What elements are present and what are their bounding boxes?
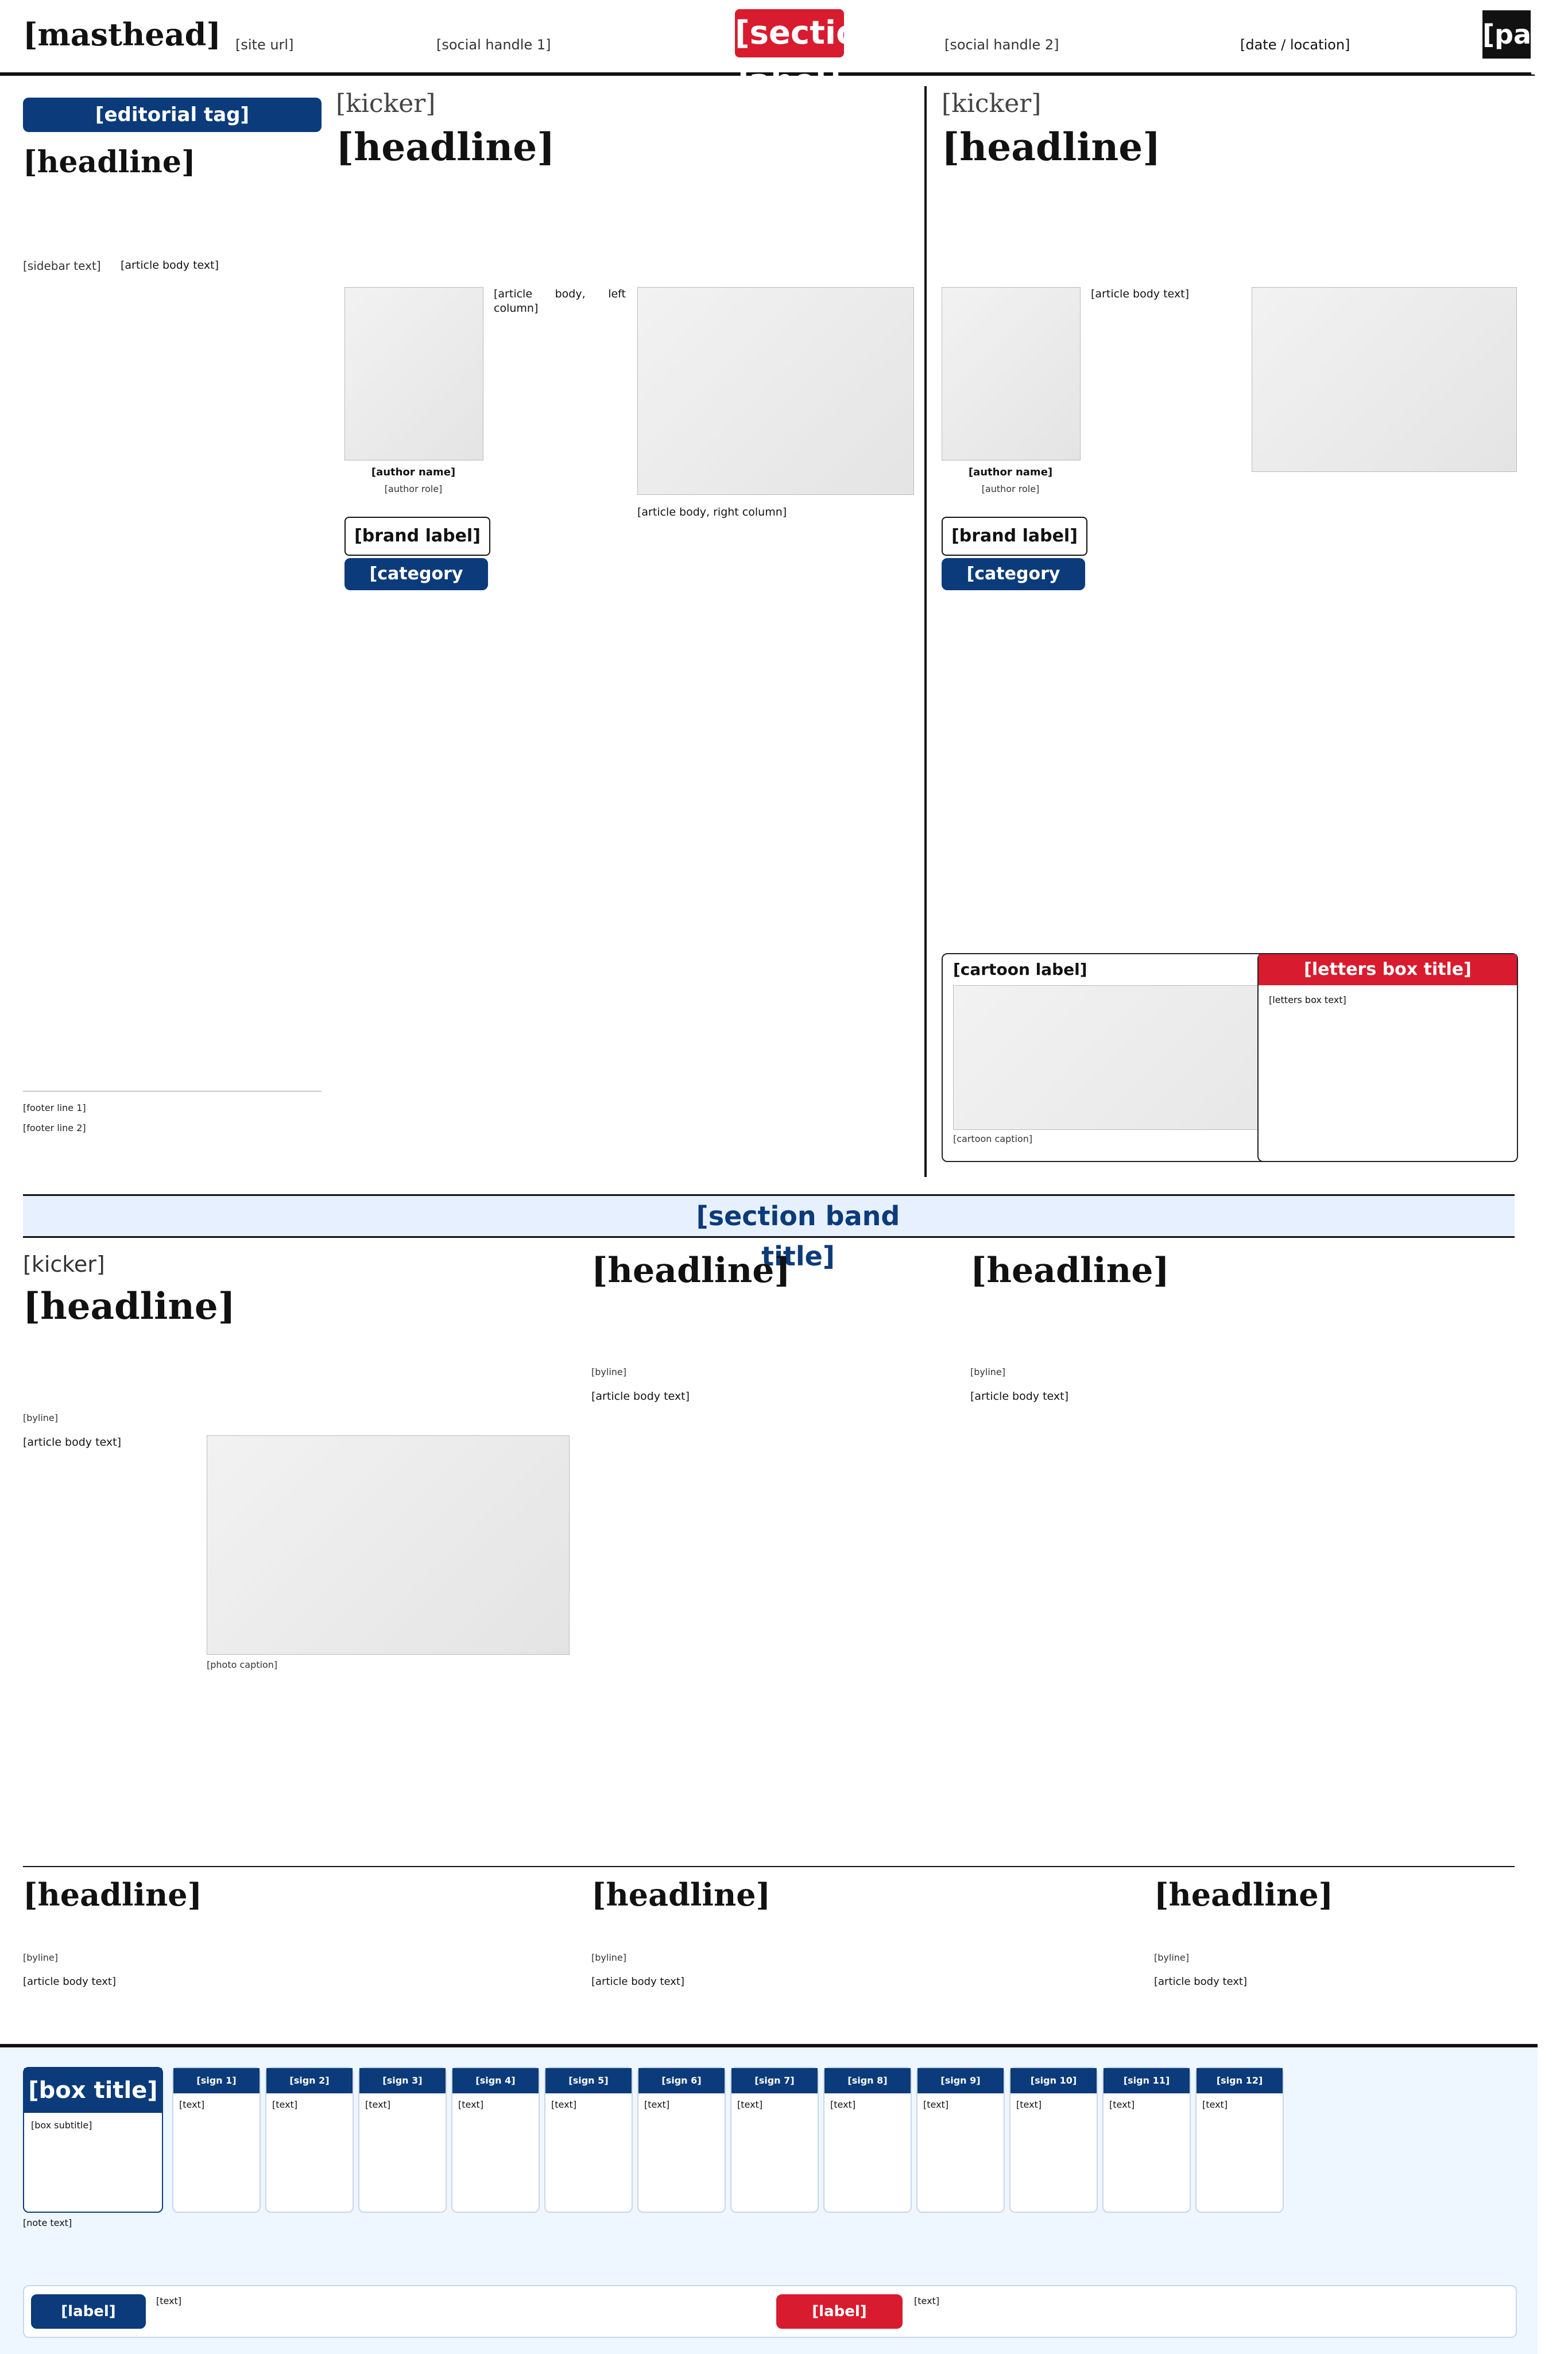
zodiac-text-5: [text] (551, 2099, 577, 2110)
business-text: [text] (914, 2295, 940, 2306)
story4-body: [article body text] (23, 1976, 116, 1988)
zodiac-card-6 (637, 2067, 726, 2213)
zodiac-name-4: [sign 4] (452, 2068, 539, 2093)
right-brand-label: [brand label] (951, 526, 1078, 546)
story4-byline: [byline] (23, 1952, 58, 1963)
right-image (1252, 287, 1517, 472)
masthead-logo: [masthead] (23, 16, 221, 53)
letters-title: [letters box title] (1259, 954, 1517, 985)
today-title: [box title] (24, 2068, 162, 2113)
zodiac-name-12: [sign 12] (1197, 2068, 1283, 2093)
top-bar (0, 0, 1568, 100)
story1-byline: [byline] (23, 1412, 58, 1423)
left-footer-2: [footer line 2] (23, 1122, 86, 1133)
category-label: [category label] (369, 564, 463, 616)
right-body: [article body text] (1091, 288, 1189, 300)
story1-body: [article body text] (23, 1436, 121, 1449)
zodiac-text-7: [text] (737, 2099, 763, 2110)
story1-photo (207, 1435, 570, 1655)
birthday-label: [label] (31, 2294, 146, 2329)
section-label: [section label] (735, 9, 844, 57)
story3-byline: [byline] (970, 1366, 1005, 1377)
cartoon-label: [cartoon label] (953, 960, 1087, 979)
center-body-right: [article body, right column] (637, 506, 787, 518)
story5-body: [article body text] (591, 1976, 684, 1988)
zodiac-card-12 (1195, 2067, 1284, 2213)
zodiac-name-7: [sign 7] (731, 2068, 818, 2093)
editorial-tag: [editorial tag] (95, 103, 250, 126)
zodiac-text-8: [text] (830, 2099, 856, 2110)
zodiac-name-9: [sign 9] (917, 2068, 1004, 2093)
right-author-photo (942, 287, 1081, 460)
zodiac-name-2: [sign 2] (266, 2068, 353, 2093)
zodiac-text-11: [text] (1109, 2099, 1135, 2110)
story6-byline: [byline] (1154, 1952, 1189, 1963)
social-handle-1[interactable]: [social handle 1] (436, 37, 551, 53)
center-headline: [headline] (336, 125, 555, 169)
right-author-name: [author name] (968, 466, 1053, 478)
zodiac-text-9: [text] (923, 2099, 949, 2110)
date-location: [date / location] (1240, 37, 1350, 53)
right-headline: [headline] (942, 125, 1161, 169)
author-photo (344, 287, 483, 460)
zodiac-card-9 (916, 2067, 1005, 2213)
zodiac-text-12: [text] (1202, 2099, 1228, 2110)
zodiac-name-6: [sign 6] (638, 2068, 725, 2093)
social-handle-2[interactable]: [social handle 2] (944, 37, 1059, 53)
zodiac-name-3: [sign 3] (359, 2068, 446, 2093)
zodiac-name-11: [sign 11] (1104, 2068, 1190, 2093)
site-url[interactable]: [site url] (235, 37, 294, 53)
zodiac-card-10 (1009, 2067, 1098, 2213)
story3-headline: [headline] (970, 1250, 1170, 1291)
story2-body: [article body text] (591, 1390, 690, 1403)
author-role: [author role] (384, 483, 443, 494)
business-label: [label] (776, 2294, 903, 2329)
zodiac-text-6: [text] (644, 2099, 670, 2110)
story2-byline: [byline] (591, 1366, 626, 1377)
story6-body: [article body text] (1154, 1976, 1247, 1988)
brand-label-box (344, 517, 490, 556)
today-sub: [box subtitle] (31, 2120, 92, 2131)
left-note: [note text] (23, 2217, 72, 2228)
story1-kicker: [kicker] (23, 1252, 105, 1277)
lower-divider (23, 1866, 1515, 1867)
story5-byline: [byline] (591, 1952, 626, 1963)
zodiac-text-3: [text] (365, 2099, 391, 2110)
story1-headline: [headline] (23, 1285, 235, 1328)
zodiac-card-11 (1102, 2067, 1191, 2213)
zodiac-name-1: [sign 1] (173, 2068, 260, 2093)
zodiac-text-2: [text] (272, 2099, 298, 2110)
zodiac-card-7 (730, 2067, 819, 2213)
brand-label: [brand label] (354, 526, 481, 546)
story3-body: [article body text] (970, 1390, 1068, 1403)
right-brand-label-box (942, 517, 1087, 556)
story6-headline: [headline] (1154, 1876, 1334, 1913)
category-label-box (344, 558, 488, 616)
page-number: [page no.] (1482, 10, 1531, 59)
zodiac-card-8 (823, 2067, 912, 2213)
center-kicker: [kicker] (336, 89, 436, 118)
birthday-text: [text] (156, 2295, 182, 2306)
story1-photo-caption: [photo caption] (207, 1659, 278, 1670)
author-name: [author name] (371, 466, 456, 478)
zodiac-card-3 (358, 2067, 447, 2213)
zodiac-card-1 (172, 2067, 261, 2213)
bottom-strip (23, 2285, 1517, 2338)
right-category-label-box (942, 558, 1085, 616)
zodiac-text-4: [text] (458, 2099, 484, 2110)
editorial-sidebar: [sidebar text] (23, 259, 101, 273)
center-right-divider (924, 86, 927, 1177)
left-footer-1: [footer line 1] (23, 1102, 86, 1113)
letters-text: [letters box text] (1269, 994, 1346, 1005)
center-body-left: [article body, left column] (494, 288, 626, 315)
story5-headline: [headline] (591, 1876, 771, 1913)
right-kicker: [kicker] (942, 89, 1042, 118)
zodiac-text-10: [text] (1016, 2099, 1042, 2110)
editorial-headline: [headline] (23, 145, 196, 180)
right-category-label: [category label] (966, 564, 1060, 616)
section-band-title: [section band title] (696, 1201, 900, 1272)
zodiac-card-2 (265, 2067, 354, 2213)
cartoon-caption: [cartoon caption] (953, 1133, 1033, 1144)
zodiac-name-5: [sign 5] (545, 2068, 632, 2093)
zodiac-card-4 (451, 2067, 540, 2213)
zodiac-name-10: [sign 10] (1011, 2068, 1097, 2093)
right-author-role: [author role] (981, 483, 1040, 494)
editorial-body: [article body text] (121, 259, 219, 272)
zodiac-name-8: [sign 8] (824, 2068, 911, 2093)
zodiac-card-5 (544, 2067, 633, 2213)
center-image (637, 287, 914, 495)
today-box (23, 2067, 163, 2213)
editorial-tag-box (23, 98, 322, 132)
story4-headline: [headline] (23, 1876, 203, 1913)
letters-box (1257, 953, 1518, 1162)
zodiac-text-1: [text] (179, 2099, 205, 2110)
story2-headline: [headline] (591, 1250, 791, 1291)
